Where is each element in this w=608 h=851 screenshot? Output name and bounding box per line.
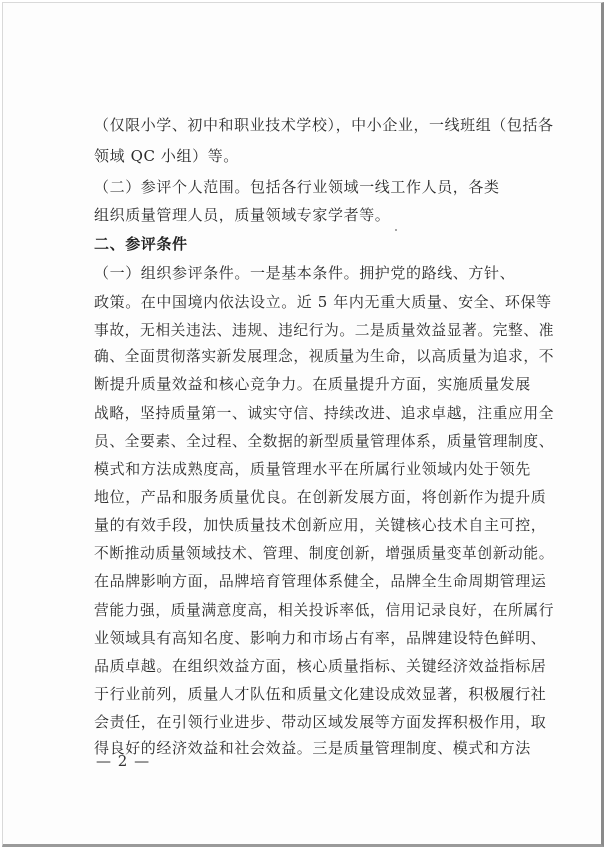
body-line: 品质卓越。在组织效益方面，核心质量指标、关键经济效益指标居 <box>94 657 547 675</box>
body-line: 业领域具有高知名度、影响力和市场占有率，品牌建设特色鲜明、 <box>94 629 547 647</box>
body-line: 战略，坚持质量第一、诚实守信、持续改进、追求卓越，注重应用全 <box>94 404 555 422</box>
body-line: 领域 QC 小组）等。 <box>94 147 239 165</box>
body-line: 营能力强，质量满意度高，相关投诉率低，信用记录良好，在所属行 <box>94 601 555 619</box>
body-line: 量的有效手段，加快质量技术创新应用，关键核心技术自主可控， <box>94 516 547 534</box>
body-line: 员、全要素、全过程、全数据的新型质量管理体系，质量管理制度、 <box>94 432 555 450</box>
body-line: 确、全面贯彻落实新发展理念，视质量为生命，以高质量为追求，不 <box>94 347 555 365</box>
body-line: 模式和方法成熟度高，质量管理水平在所属行业领域内处于领先 <box>94 460 531 478</box>
body-line: 不断推动质量领域技术、管理、制度创新，增强质量变革创新动能。 <box>94 544 555 562</box>
section-heading: 二、参评条件 <box>94 235 188 253</box>
body-line: （一）组织参评条件。一是基本条件。拥护党的路线、方针、 <box>94 264 516 282</box>
page-number: — 2 — <box>96 752 151 770</box>
body-line: 得良好的经济效益和社会效益。三是质量管理制度、模式和方法 <box>94 739 531 757</box>
body-line: 断提升质量效益和核心竞争力。在质量提升方面，实施质量发展 <box>94 375 531 393</box>
body-line: （仅限小学、初中和职业技术学校），中小企业，一线班组（包括各 <box>94 116 554 134</box>
body-line: 在品牌影响方面，品牌培育管理体系健全，品牌全生命周期管理运 <box>94 572 547 590</box>
body-line: 事故，无相关违法、违规、违纪行为。二是质量效益显著。完整、准 <box>94 321 555 339</box>
body-line: （二）参评个人范围。包括各行业领域一线工作人员，各类 <box>94 178 500 196</box>
body-line: 于行业前列，质量人才队伍和质量文化建设成效显著，积极履行社 <box>94 685 547 703</box>
scan-speck <box>395 229 397 231</box>
body-line: 会责任，在引领行业进步、带动区域发展等方面发挥积极作用，取 <box>94 713 547 731</box>
body-line: 组织质量管理人员，质量领域专家学者等。 <box>94 206 391 224</box>
body-line: 地位，产品和服务质量优良。在创新发展方面，将创新作为提升质 <box>94 488 547 506</box>
body-line: 政策。在中国境内依法设立。近 5 年内无重大质量、安全、环保等 <box>94 293 552 311</box>
